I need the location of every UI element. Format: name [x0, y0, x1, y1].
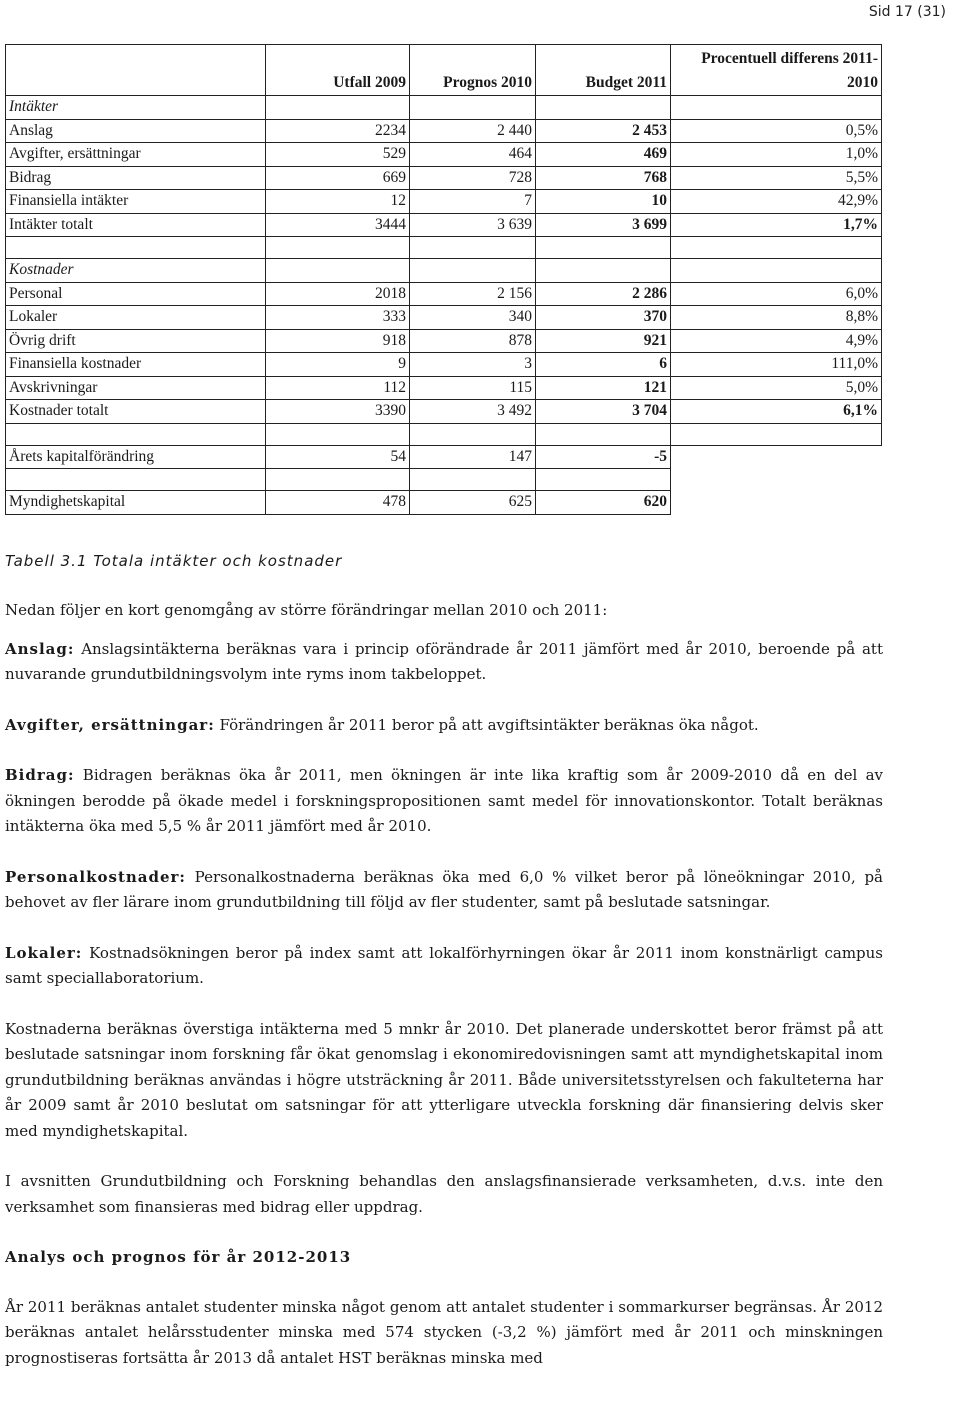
- row-label: Finansiella intäkter: [6, 190, 266, 214]
- capital-row: [6, 491, 882, 515]
- value-diff: 6,1%: [671, 400, 882, 424]
- value-2011: 10: [536, 190, 671, 214]
- row-label: Övrig drift: [6, 329, 266, 353]
- value-diff: 8,8%: [671, 306, 882, 330]
- anslag-label: Anslag:: [5, 639, 75, 658]
- table-row: [6, 166, 882, 190]
- lokaler-paragraph: [5, 941, 883, 992]
- value-2011: 3 699: [536, 213, 671, 237]
- value-2010: 2 440: [410, 119, 536, 143]
- capital-2010: 625: [410, 491, 536, 515]
- personal-text: Personalkostnaderna beräknas öka med 6,0 % vilket beror på löneökningar 2010, på behovet av fler lärare inom grundutbildning till följd av fler studenter, samt på beslutade satsningar.: [5, 867, 883, 911]
- value-diff: 4,9%: [671, 329, 882, 353]
- row-label: Kostnader totalt: [6, 400, 266, 424]
- value-diff: 0,5%: [671, 119, 882, 143]
- avgifter-paragraph: [5, 713, 883, 739]
- table-row: [6, 329, 882, 353]
- header-utfall-2009: Utfall 2009: [266, 45, 410, 96]
- table-row: [6, 306, 882, 330]
- page-number: Sid 17 (31): [868, 4, 946, 20]
- value-2009: 333: [266, 306, 410, 330]
- value-diff: 5,5%: [671, 166, 882, 190]
- value-2011: 921: [536, 329, 671, 353]
- value-2010: 7: [410, 190, 536, 214]
- anslag-text: Anslagsintäkterna beräknas vara i princip oförändrade år 2011 jämfört med år 2010, beroende på att nuvarande grundutbildningsvolym inte ryms inom takbeloppet.: [5, 639, 883, 683]
- table-row: [6, 119, 882, 143]
- bidrag-paragraph: [5, 763, 883, 840]
- header-prognos-2010: Prognos 2010: [410, 45, 536, 96]
- value-2009: 112: [266, 376, 410, 400]
- header-budget-2011: Budget 2011: [536, 45, 671, 96]
- income-heading-row: [6, 96, 882, 120]
- value-2011: 469: [536, 143, 671, 167]
- bidrag-label: Bidrag:: [5, 766, 75, 784]
- cost-heading: Kostnader: [6, 259, 266, 283]
- row-label: Avskrivningar: [6, 376, 266, 400]
- row-label: Lokaler: [6, 306, 266, 330]
- row-label: Intäkter totalt: [6, 213, 266, 237]
- value-2009: 918: [266, 329, 410, 353]
- header-empty: [6, 45, 266, 96]
- result-2011: -5: [536, 445, 671, 469]
- value-2011: 2 453: [536, 119, 671, 143]
- result-row: [6, 445, 882, 469]
- value-2011: 2 286: [536, 282, 671, 306]
- value-diff: 1,0%: [671, 143, 882, 167]
- value-2009: 9: [266, 353, 410, 377]
- lokaler-label: Lokaler:: [5, 943, 83, 962]
- table-row: [6, 190, 882, 214]
- table-row: [6, 376, 882, 400]
- value-2009: 2018: [266, 282, 410, 306]
- table-row: [6, 143, 882, 167]
- value-2011: 370: [536, 306, 671, 330]
- value-diff: 1,7%: [671, 213, 882, 237]
- personal-label: Personalkostnader:: [5, 867, 186, 886]
- row-label: Anslag: [6, 119, 266, 143]
- value-2009: 2234: [266, 119, 410, 143]
- analysis-heading: Analys och prognos för år 2012-2013: [5, 1248, 352, 1266]
- row-label: Finansiella kostnader: [6, 353, 266, 377]
- result-2010: 147: [410, 445, 536, 469]
- table-row: [6, 282, 882, 306]
- value-2010: 464: [410, 143, 536, 167]
- row-label: Avgifter, ersättningar: [6, 143, 266, 167]
- avgifter-text: Förändringen år 2011 beror på att avgiftsintäkter beräknas öka något.: [214, 715, 759, 734]
- personal-paragraph: [5, 865, 883, 916]
- result-2009: 54: [266, 445, 410, 469]
- avgifter-label: Avgifter, ersättningar:: [5, 715, 215, 734]
- value-diff: 111,0%: [671, 353, 882, 377]
- value-2010: 3 639: [410, 213, 536, 237]
- cost-heading-row: [6, 259, 882, 283]
- row-label: Personal: [6, 282, 266, 306]
- anslag-paragraph: [5, 637, 883, 688]
- value-2010: 2 156: [410, 282, 536, 306]
- income-cost-table: [5, 44, 882, 515]
- value-2009: 529: [266, 143, 410, 167]
- table-row: [6, 213, 882, 237]
- value-2010: 728: [410, 166, 536, 190]
- value-2009: 3390: [266, 400, 410, 424]
- value-2011: 3 704: [536, 400, 671, 424]
- value-diff: 42,9%: [671, 190, 882, 214]
- intro-paragraph: Nedan följer en kort genomgång av större förändringar mellan 2010 och 2011:: [5, 601, 608, 619]
- value-2009: 669: [266, 166, 410, 190]
- capital-2011: 620: [536, 491, 671, 515]
- value-2011: 121: [536, 376, 671, 400]
- value-2010: 3: [410, 353, 536, 377]
- header-percent-diff: Procentuell differens 2011-2010: [671, 45, 882, 96]
- table-header-row: [6, 45, 882, 96]
- value-2010: 340: [410, 306, 536, 330]
- table-caption: Tabell 3.1 Totala intäkter och kostnader: [5, 552, 343, 570]
- row-label: Bidrag: [6, 166, 266, 190]
- value-2009: 3444: [266, 213, 410, 237]
- costs-exceed-paragraph: Kostnaderna beräknas överstiga intäkterna med 5 mnkr år 2010. Det planerade underskottet beror främst på att beslutade satsningar inom forskning får ökat genomslag i ekonomiredovisningen samt att myndighetskapital inom grundutbildning beräknas användas i högre utsträckning år 2011. Både universitetsstyrelsen och fakulteterna har år 2009 samt år 2010 beslutat om satsningar för att ytterligare utveckla forskning där finansiering delvis sker med myndighetskapital.: [5, 1019, 883, 1140]
- capital-2009: 478: [266, 491, 410, 515]
- table-row: [6, 400, 882, 424]
- value-2010: 115: [410, 376, 536, 400]
- lokaler-text: Kostnadsökningen beror på index samt att lokalförhyrningen ökar år 2011 inom konstnärligt campus samt speciallaboratorium.: [5, 943, 883, 987]
- body-text: [5, 598, 883, 1396]
- spacer-row: [6, 469, 882, 491]
- sections-note-paragraph: I avsnitten Grundutbildning och Forskning behandlas den anslagsfinansierade verksamheten, d.v.s. inte den verksamhet som finansieras med bidrag eller uppdrag.: [5, 1172, 883, 1216]
- spacer-row: [6, 423, 882, 445]
- value-2010: 3 492: [410, 400, 536, 424]
- spacer-row: [6, 237, 882, 259]
- value-diff: 6,0%: [671, 282, 882, 306]
- value-2011: 6: [536, 353, 671, 377]
- analysis-paragraph: År 2011 beräknas antalet studenter minska något genom att antalet studenter i sommarkurser begränsas. År 2012 beräknas antalet helårsstudenter minska med 574 stycken (-3,2 %) jämfört med år 2011 och minskningen prognostiseras fortsätta år 2013 då antalet HST beräknas minska med: [5, 1297, 883, 1367]
- value-2010: 878: [410, 329, 536, 353]
- value-diff: 5,0%: [671, 376, 882, 400]
- capital-label: Myndighetskapital: [6, 491, 266, 515]
- income-heading: Intäkter: [6, 96, 266, 120]
- table-row: [6, 353, 882, 377]
- value-2011: 768: [536, 166, 671, 190]
- value-2009: 12: [266, 190, 410, 214]
- result-label: Årets kapitalförändring: [6, 445, 266, 469]
- bidrag-text: Bidragen beräknas öka år 2011, men ökningen är inte lika kraftig som år 2009-2010 då en del av ökningen berodde på ökade medel i forskningspropositionen samt medel för innovationskontor. Totalt beräknas intäkterna öka med 5,5 % år 2011 jämfört med år 2010.: [5, 766, 883, 835]
